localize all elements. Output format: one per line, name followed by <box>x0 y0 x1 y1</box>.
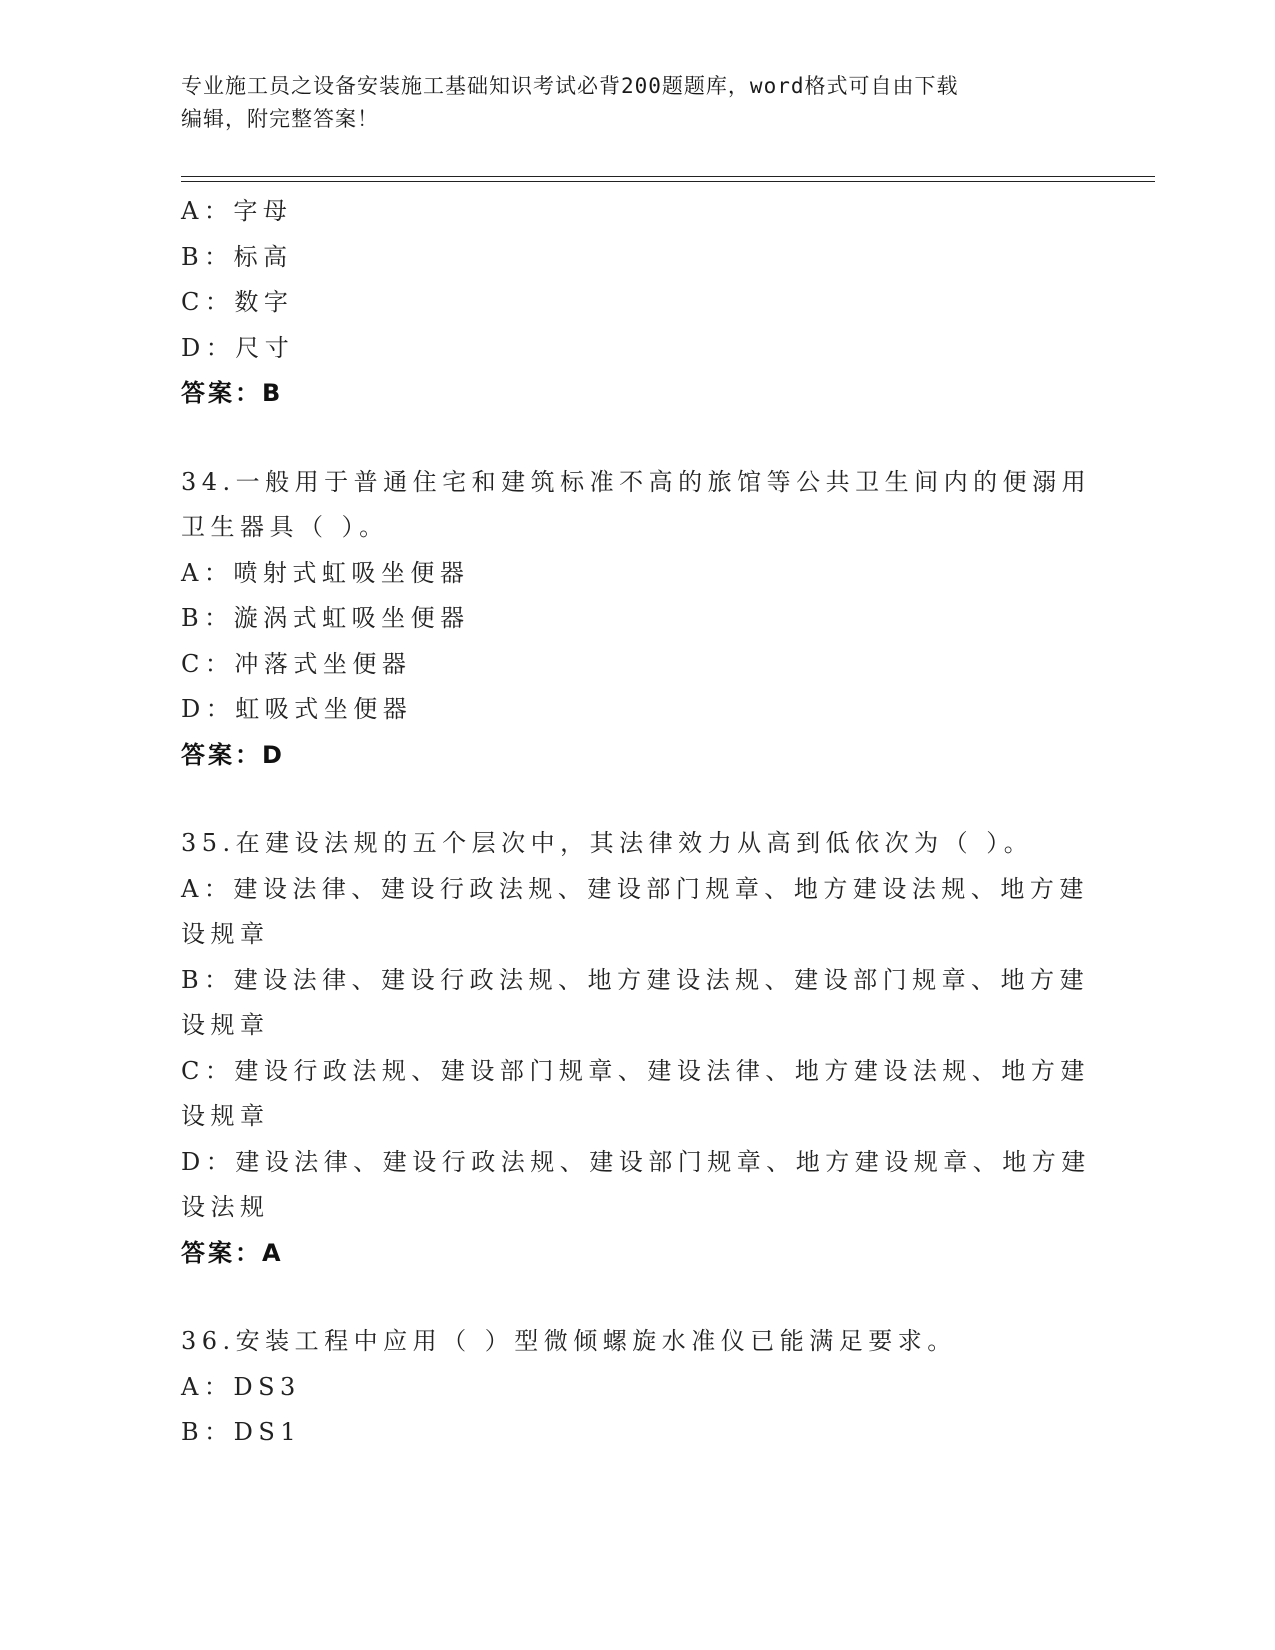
option-c: C：冲落式坐便器 <box>181 649 412 678</box>
option-b: B：DS1 <box>181 1418 302 1446</box>
header-divider-top <box>181 176 1155 177</box>
option-a: A：建设法律、建设行政法规、建设部门规章、地方建设法规、地方建 <box>181 874 1089 903</box>
option-d: D：虹吸式坐便器 <box>181 695 413 723</box>
answer-label: 答案：D <box>181 740 285 769</box>
header-title-line1: 专业施工员之设备安装施工基础知识考试必背200题题库，word格式可自由下载 <box>181 74 959 98</box>
question-text-continued: 卫生器具（ ）。 <box>181 513 389 541</box>
option-c: C：数字 <box>181 288 294 316</box>
option-a: A：喷射式虹吸坐便器 <box>181 558 470 587</box>
question-text: 36.安装工程中应用（ ）型微倾螺旋水准仪已能满足要求。 <box>181 1327 957 1355</box>
option-d-continued: 设法规 <box>181 1193 270 1221</box>
question-36 <box>181 1319 1081 1456</box>
header-title-line2: 编辑，附完整答案！ <box>181 107 379 131</box>
question-35 <box>181 821 1091 1276</box>
option-d: D：建设法律、建设行政法规、建设部门规章、地方建设规章、地方建 <box>181 1147 1091 1176</box>
option-d: D：尺寸 <box>181 333 295 362</box>
option-b-continued: 设规章 <box>181 1011 270 1039</box>
question-text: 35.在建设法规的五个层次中，其法律效力从高到低依次为（ ）。 <box>181 829 1034 857</box>
option-b: B：标高 <box>181 242 293 271</box>
option-b: B：建设法律、建设行政法规、地方建设法规、建设部门规章、地方建 <box>181 965 1090 994</box>
spacer <box>181 417 1081 460</box>
document-header <box>181 70 1061 136</box>
question-34 <box>181 460 1092 779</box>
question-33 <box>181 189 1081 417</box>
option-a-continued: 设规章 <box>181 920 270 948</box>
question-list <box>181 189 1092 1456</box>
option-b: B：漩涡式虹吸坐便器 <box>181 604 470 632</box>
option-c: C：建设行政法规、建设部门规章、建设法律、地方建设法规、地方建 <box>181 1056 1090 1085</box>
option-a: A：字母 <box>181 197 293 225</box>
option-a: A：DS3 <box>181 1372 301 1401</box>
header-divider-bottom <box>181 181 1155 182</box>
question-text: 34.一般用于普通住宅和建筑标准不高的旅馆等公共卫生间内的便溺用 <box>181 467 1092 496</box>
spacer <box>181 1276 1081 1319</box>
answer-label: 答案：B <box>181 379 284 407</box>
answer-label: 答案：A <box>181 1238 284 1267</box>
option-c-continued: 设规章 <box>181 1102 270 1130</box>
spacer <box>181 778 1081 821</box>
